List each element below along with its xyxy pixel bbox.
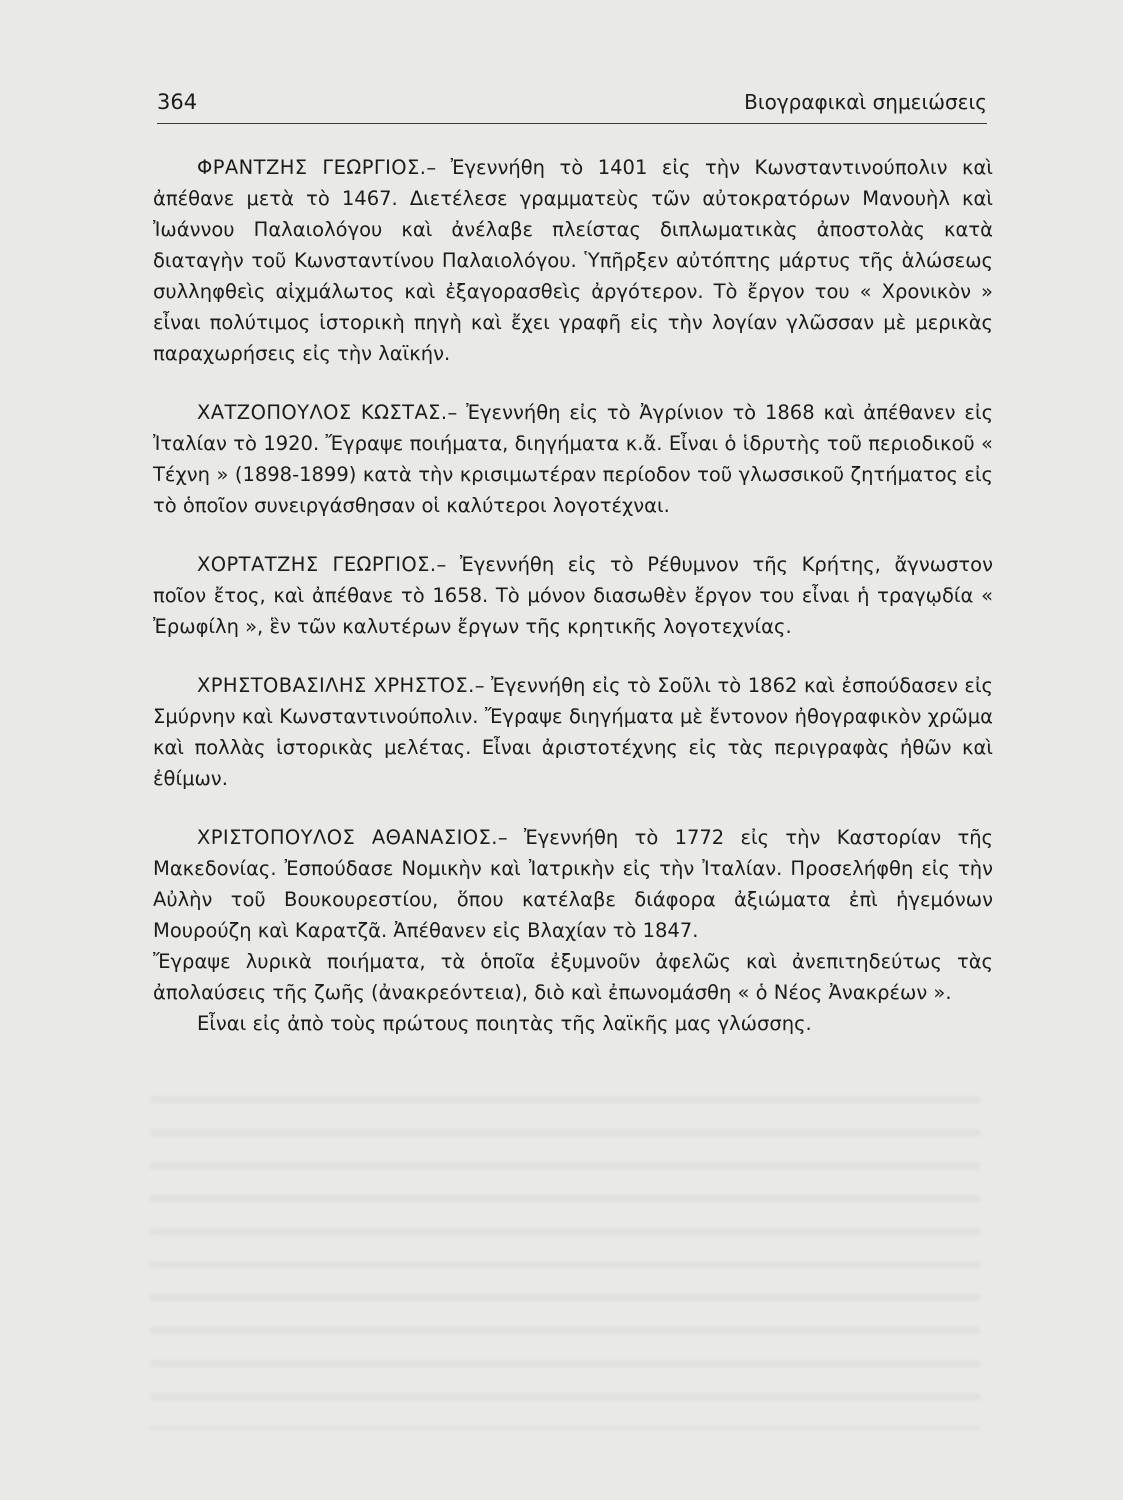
entry-christovasilis	[153, 670, 993, 794]
header-rule	[157, 123, 987, 124]
entry-christopoulos-continuation-2: Εἶναι εἰς ἀπὸ τοὺς πρώτους ποιητὰς τῆς λαϊκῆς μας γλώσσης.	[197, 1012, 812, 1035]
entry-text: – Ἐγεννήθη εἰς τὸ Ρέθυμνον τῆς Κρήτης, ἄγνωστον ποῖον ἔτος, καὶ ἀπέθανε τὸ 1658. Τὸ μόνον διασωθὲν ἔργον του εἶναι ἡ τραγῳδία « Ἐρωφίλη », ἓν τῶν καλυτέρων ἔργων τῆς κρητικῆς λογοτεχνίας.	[153, 553, 993, 638]
page-header	[157, 86, 987, 126]
entry-name: ΧΟΡΤΑΤΖΗΣ ΓΕΩΡΓΙΟΣ.	[197, 553, 437, 576]
entry-text: – Ἐγεννήθη τὸ 1772 εἰς τὴν Καστορίαν τῆς Μακεδονίας. Ἐσπούδασε Νομικὴν καὶ Ἰατρικὴν εἰς τὴν Ἰταλίαν. Προσελήφθη εἰς τὴν Αὐλὴν τοῦ Βουκουρεστίου, ὅπου κατέλαβε διάφορα ἀξιώματα ἐπὶ ἡγεμόνων Μουρούζη καὶ Καρατζᾶ. Ἀπέθανεν εἰς Βλαχίαν τὸ 1847.	[153, 826, 993, 942]
entry-name: ΦΡΑΝΤΖΗΣ ΓΕΩΡΓΙΟΣ.	[197, 156, 427, 179]
page-body	[153, 152, 993, 1039]
entry-text: – Ἐγεννήθη τὸ 1401 εἰς τὴν Κωνσταντινούπολιν καὶ ἀπέθανε μετὰ τὸ 1467. Διετέλεσε γραμματεὺς τῶν αὐτοκρατόρων Μανουὴλ καὶ Ἰωάννου Παλαιολόγου καὶ ἀνέλαβε πλείστας διπλωματικὰς ἀποστολὰς κατὰ διαταγὴν τοῦ Κωνσταντίνου Παλαιολόγου. Ὑπῆρξεν αὐτόπτης μάρτυς τῆς ἁλώσεως συλληφθεὶς αἰχμάλωτος καὶ ἐξαγορασθεὶς ἀργότερον. Τὸ ἔργον του « Χρονικὸν » εἶναι πολύτιμος ἱστορικὴ πηγὴ καὶ ἔχει γραφῆ εἰς τὴν λογίαν γλῶσσαν μὲ μερικὰς παραχωρήσεις εἰς τὴν λαϊκήν.	[153, 156, 994, 365]
entry-text: – Ἐγεννήθη εἰς τὸ Σοῦλι τὸ 1862 καὶ ἐσπούδασεν εἰς Σμύρνην καὶ Κωνσταντινούπολιν. Ἔγραψε διηγήματα μὲ ἔντονον ἠθογραφικὸν χρῶμα καὶ πολλὰς ἱστορικὰς μελέτας. Εἶναι ἀριστοτέχνης εἰς τὰς περιγραφὰς ἠθῶν καὶ ἐθίμων.	[153, 674, 994, 790]
entry-frantzis	[153, 152, 993, 369]
entry-chatzopoulos	[153, 397, 993, 521]
entry-name: ΧΡΙΣΤΟΠΟΥΛΟΣ ΑΘΑΝΑΣΙΟΣ.	[197, 826, 498, 849]
entry-christopoulos-continuation: Ἔγραψε λυρικὰ ποιήματα, τὰ ὁποῖα ἐξυμνοῦν ἀφελῶς καὶ ἀνεπιτηδεύτως τὰς ἀπολαύσεις τῆς ζωῆς (ἀνακρεόντεια), διὸ καὶ ἐπωνομάσθη « ὁ Νέος Ἀνακρέων ».	[153, 950, 993, 1004]
entry-chortatzis	[153, 549, 993, 642]
running-title: Βιογραφικαὶ σημειώσεις	[744, 90, 987, 114]
entry-name: ΧΑΤΖΟΠΟΥΛΟΣ ΚΩΣΤΑΣ.	[197, 401, 448, 424]
entry-christopoulos	[153, 822, 993, 946]
page-number: 364	[157, 90, 198, 114]
entry-text: – Ἐγεννήθη εἰς τὸ Ἀγρίνιον τὸ 1868 καὶ ἀπέθανεν εἰς Ἰταλίαν τὸ 1920. Ἔγραψε ποιήματα, διηγήματα κ.ἄ. Εἶναι ὁ ἱδρυτὴς τοῦ περιοδικοῦ « Τέχνη » (1898-1899) κατὰ τὴν κρισιμωτέραν περίοδον τοῦ γλωσσικοῦ ζητήματος εἰς τὸ ὁποῖον συνειργάσθησαν οἱ καλύτεροι λογοτέχναι.	[153, 401, 994, 517]
show-through-text	[150, 1070, 980, 1430]
entry-name: ΧΡΗΣΤΟΒΑΣΙΛΗΣ ΧΡΗΣΤΟΣ.	[197, 674, 475, 697]
